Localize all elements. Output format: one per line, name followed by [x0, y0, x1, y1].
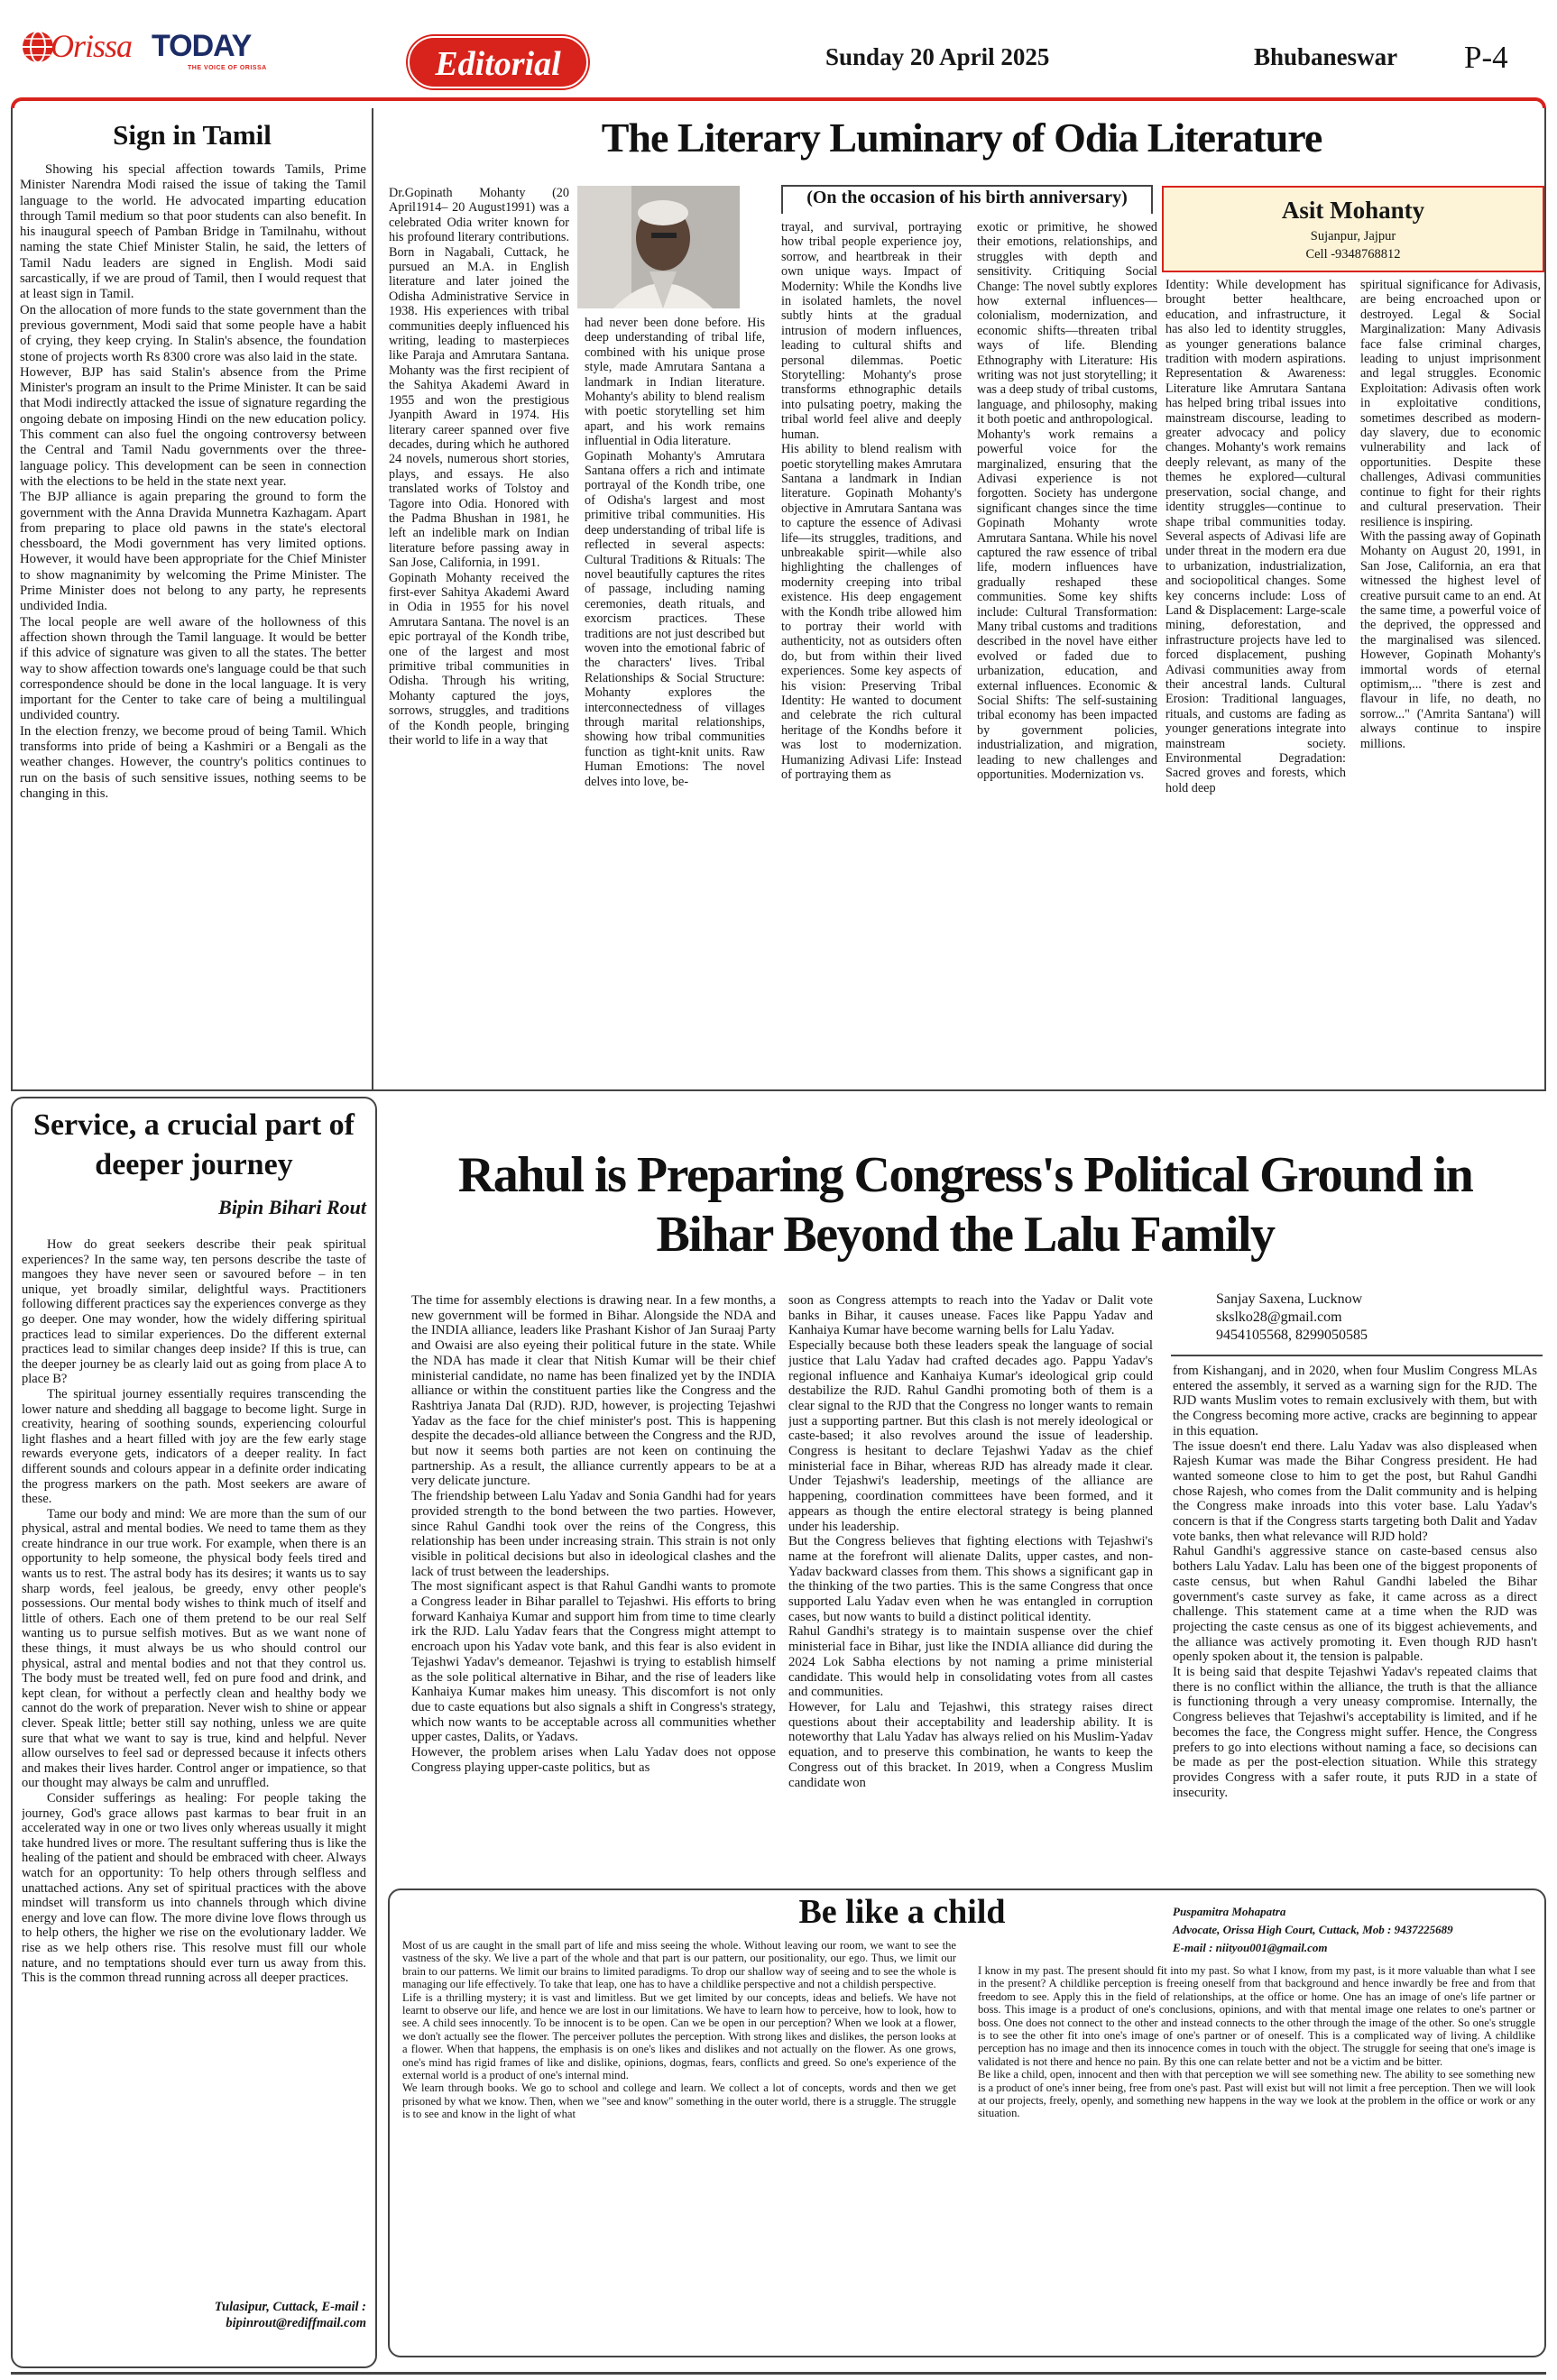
newspaper-logo [20, 27, 290, 78]
odia-column-4 [977, 220, 1157, 1088]
paragraph: However, for Lalu and Tejashwi, this strategy raises direct questions about their acceptability and leadership ability. It is noteworthy that Lalu Yadav has always relied on his Muslim-Yadav equation, and to preserve this combination, he wants to keep the Congress out of this bracket. In 2019, when a Congress Muslim candidate won [788, 1699, 1153, 1790]
tamil-body [20, 162, 366, 1087]
odia-subtitle: (On the occasion of his birth anniversary) [806, 188, 1128, 207]
child-column-1 [402, 1939, 956, 2349]
child-column-2 [978, 1964, 1535, 2349]
column-divider [372, 108, 373, 1091]
page-number: P-4 [1464, 40, 1508, 75]
child-advocate: Advocate, Orissa High Court, Cuttack, Mob : 9437225689 [1173, 1923, 1453, 1936]
paragraph: However, BJP has said Stalin's absence from the Prime Minister's program an insult to the Prime Minister. It can be said that Modi indirectly attacked the issue of signature regarding the ongoing debate on imposing Hindi on the new education policy. This comment can also fuel the ongoing controversy between the Central and Tamil Nadu governments over the three-language policy. This development can be seen in connection with the elections to be held in the state next year. [20, 364, 366, 489]
odia-author-cell: Cell -9348768812 [1305, 247, 1401, 262]
paragraph: Be like a child, open, innocent and then with that perception we will see something new. The ability to see something new is a product of one's inner being, free from one's past. Past will exist but will not limit a free perception. Then we will look at our projects, freely, openly, and something new happens in the way we look at the problem in the office or work or any situation. [978, 2068, 1535, 2120]
paragraph: Rahul Gandhi's aggressive stance on caste-based census also bothers Lalu Yadav. Lalu has been one of the biggest proponents of caste census, but when Rahul Gandhi labeled the Bihar government's caste survey as fake, it came across as a direct challenge. This statement came at a time when the RJD was projecting the caste census as one of its biggest achievements, and the alliance was actively promoting it. Even though RJD hasn't openly spoken about it, the tension is palpable. [1173, 1544, 1537, 1665]
rahul-headline: Rahul is Preparing Congress's Political Ground in Bihar Beyond the Lalu Family [457, 1147, 1473, 1263]
paragraph: How do great seekers describe their peak spiritual experiences? In the same way, ten persons describe the taste of mangoes they have never seen or savoured before – in ten unique, yet broadly similar, delightful ways. Practitioners following different practices say the experiences converge as they go deeper. One may wonder, how the widely differing spiritual practices lead to similar experiences. Do the different external practices lead to similar changes deep inside? If this is true, can the deeper journey be as clearly laid out as going from place A to place B? [22, 1237, 366, 1387]
paragraph: The time for assembly elections is drawing near. In a few months, a new government will be formed in Bihar. Alongside the NDA and the INDIA alliance, leaders like Prashant Kishor of Jan Suraaj Party and Owaisi are also eyeing their political future in the state. While the NDA has made it clear that Nitish Kumar will be their chief ministerial candidate, no name has been finalized yet by the INDIA alliance or within the constituent parties like the Congress and the Rashtriya Janata Dal (RJD). RJD, however, is projecting Tejashwi Yadav as the face for the chief minister's post. This is happening despite the decades-old alliance between the Congress and the RJD, but now it seems both parties are not keen on continuing the partnership. As a result, the alliance currently appears to be at a very delicate juncture. [411, 1293, 776, 1489]
service-body [22, 1237, 366, 2293]
paragraph: In the election frenzy, we become proud of being Tamil. Which transforms into pride of being a Kashmiri or a Bengali as the weather changes. However, the country's politics continues to run on the basis of such sensitive issues, nothing seems to be changing in this. [20, 723, 366, 801]
rahul-email: skslko28@gmail.com [1216, 1309, 1342, 1325]
paragraph: Dr.Gopinath Mohanty (20 April1914– 20 August1991) was a celebrated Odia writer known for his profound literary contributions. Born in Nagabali, Cuttack, he pursued an M.A. in English literature and later joined the Odisha Administrative Service in 1938. His experiences with tribal communities deeply influenced his writing, leading to masterpieces like Paraja and Amrutara Santana. Mohanty was the first recipient of the Sahitya Akademi Award in 1955 and won the prestigious Jyanpith Award in 1974. His literary career spanned over five decades, during which he authored 24 novels, numerous short stories, plays, and essays. He also translated works of Tolstoy and Tagore into Odia. Honored with the Padma Bhushan in 1981, he left an indelible mark on Indian literature before passing away in San Jose, California, in 1991. [389, 186, 569, 571]
paragraph: I know in my past. The present should fit into my past. So what I know, from my past, is it more valuable than what I see in the present? A childlike perception is freeing oneself from that background and hence inwardly be free and from that freedom to see. Apply this in the field of relationships, at the office or home. One has an image of one's life partner or boss. This image is a product of one's conclusions, opinions, and with that mental image one relates to one's partner or boss. One does not connect to the other and instead connects to the other through the image of the other. So one's struggle is to see the other fit into one's image of one's partner or of oneself. This is a complicated way of living. A childlike perception has no image and then its innocence comes in touch with the object. The struggle for seeing that one's image is validated is not there and hence no pain. By this one can relate better and not be a victim and be bitter. [978, 1964, 1535, 2068]
paragraph: Mohanty's work remains a powerful voice for the marginalized, ensuring that the Adivasi experience is not forgotten. Society has undergone significant changes since the time Gopinath Mohanty wrote Amrutara Santana. While his novel captured the raw essence of tribal life, modern influences have gradually reshaped these communities. Some key shifts include: Cultural Transformation: Many tribal customs and traditions described in the novel have either evolved or faded due to urbanization, education, and external influences. Economic & Social Shifts: The self-sustaining tribal economy has been impacted by government policies, industrialization, and migration, leading to new challenges and opportunities. Modernization vs. [977, 427, 1157, 783]
odia-author-place: Sujanpur, Jajpur [1310, 229, 1396, 244]
section-divider [11, 1089, 373, 1091]
paragraph: Identity: While development has brought better healthcare, education, and infrastructure, it has also led to identity struggles, as younger generations balance tradition with modern aspirations. Representation & Awareness: Literature like Amrutara Santana has helped bring tribal issues into mainstream discourse, leading to greater advocacy and policy changes. Mohanty's work remains deeply relevant, as many of the themes he explored—cultural preservation, social change, and identity struggles—continue to shape tribal communities today. Several aspects of Adivasi life are under threat in the modern era due to urbanization, industrialization, and sociopolitical changes. Some key concerns include: Loss of Land & Displacement: Large-scale mining, deforestation, and infrastructure projects have led to forced displacement, pushing Adivasi communities away from their ancestral lands. Cultural Erosion: Traditional languages, rituals, and customs are fading as younger generations integrate into mainstream society. Environmental Degradation: Sacred groves and forests, which hold deep [1165, 278, 1346, 795]
paragraph: The BJP alliance is again preparing the ground to form the government with the Anna Dravida Munnetra Kazhagam. Apart from preparing to place old pawns in the state's electoral chessboard, the Modi government has very limited options. However, it would have been appropriate for the Chief Minister to show magnanimity by welcoming the Prime Minister. The Prime Minister does not belong to any party, he represents undivided India. [20, 490, 366, 614]
service-headline: Service, a crucial part of deeper journey [33, 1108, 355, 1181]
odia-author: Asit Mohanty [1281, 197, 1425, 224]
masthead-rule [11, 97, 1546, 108]
paragraph: from Kishanganj, and in 2020, when four Muslim Congress MLAs entered the assembly, it served as a warning sign for the RJD. The RJD wants Muslim votes to remain exclusively with them, but with the Congress becoming more active, cracks are beginning to appear in this equation. [1173, 1364, 1537, 1438]
odia-column-3 [781, 220, 962, 1088]
paragraph: Gopinath Mohanty's Amrutara Santana offers a rich and intimate portrayal of the Kondh tribe, one of Odisha's largest and most primitive tribal communities. His deep understanding of tribal life is reflected in several aspects: Cultural Traditions & Rituals: The novel beautifully captures the rites of passage, including naming ceremonies, death rituals, and exorcism practices. These traditions are not just described but woven into the emotional fabric of the characters' lives. Tribal Relationships & Social Structure: Mohanty explores the interconnectedness of villages through marital relationships, showing how tribal communities function as tight-knit units. Raw Human Emotions: The novel delves into love, be- [585, 448, 765, 789]
paragraph: His ability to blend realism with poetic storytelling makes Amrutara Santana a landmark in Indian literature. Gopinath Mohanty's objective in Amrutara Santana was to capture the essence of Adivasi life—its struggles, traditions, and unbreakable spirit—while also highlighting the challenges of modernity creeping into tribal existence. His deep engagement with the Kondh tribe allowed him to portray their world with authenticity, not as outsiders often do, but from within their lived experiences. Some key aspects of his vision: Preserving Tribal Identity: He wanted to document and celebrate the rich cultural heritage of the Kondhs before it was lost to modernization. Humanizing Adivasi Life: Instead of portraying them as [781, 442, 962, 783]
logo-today: TODAY [152, 29, 252, 63]
paragraph: Showing his special affection towards Tamils, Prime Minister Narendra Modi raised the issue of taking the Tamil language to the world. He advocated imparting education through Tamil medium so that poor students can also benefit. In his inaugural speech of Pamban Bridge in Tamilnahu, without naming the state Chief Minister Stalin, he said, the letters of Tamil Nadu leaders are signed in English. Modi said sarcastically, if we are proud of Tamil, then I would request that at least sign in Tamil. [20, 162, 366, 302]
paragraph: Rahul Gandhi's strategy is to maintain suspense over the chief ministerial face in Bihar, just like the INDIA alliance did during the 2024 Lok Sabha elections by not naming a prime ministerial candidate. This would help in consolidating votes from all castes and communities. [788, 1624, 1153, 1700]
paragraph: Tame our body and mind: We are more than the sum of our physical, astral and mental bodies. We need to tame them as they create hindrance in our true work. For example, when there is an opportunity to help someone, the physical body feels tired and wants us to rest. The astral body has its desires; it wants us to say sharp words, feel jealous, be greedy, envy other people's possessions. Our mental body wishes to think much of itself and little of others. Each one of them pretend to be our real Self wanting us to pursue selfish motives. But as we want none of these things, it must always be us who should control our physical, astral and mental bodies and not that they control us. The body must be treated well, fed on pure food and drink, and kept clean, for without a perfectly clean and healthy body we cannot do the work of preparation. Never wish to shine or appear clever. Speak little; better still say nothing, unless we are quite sure that what we want to say is true, kind and helpful. Never allow ourselves to feel sad or depressed because it infects others and makes their lives harder. Control anger or impatience, so that our thought may always be calm and unruffled. [22, 1506, 366, 1791]
service-sign: Tulasipur, Cuttack, E-mail : [214, 2300, 366, 2314]
paragraph: We learn through books. We go to school and college and learn. We collect a lot of concepts, words and then we get prisoned by what we know. Then, when we "see and know" something in the outer world, there is a struggle. The struggle is to see and know in the light of what [402, 2081, 956, 2121]
paragraph: Life is a thrilling mystery; it is vast and limitless. But we get limited by our concepts, ideas and beliefs. We have not learnt to observe our life, and hence we are lost in our limitations. We have to learn how to perceive, how to look, how to see. A child sees innocently. To be innocent is to be open. Can we be open in our perception? When we look at a flower, we don't actually see the flower. The perceiver pollutes the perception. With strong likes and dislikes, the person looks at a flower. When that happens, the emphasis is on one's likes and dislikes and not actually on the flower. As one grows, one's mind has rigid frames of like and dislike, opinions, dogmas, fears, conflicts and greed. So one's experience of the external world is a product of one's internal mind. [402, 1990, 956, 2082]
paragraph: had never been done before. His deep understanding of tribal life, combined with his unique prose style, made Amrutara Santana a landmark in Indian literature. Mohanty's ability to blend realism with poetic storytelling set him apart, and his work remains influential in Odia literature. [585, 316, 765, 449]
paragraph: On the allocation of more funds to the state government than the previous government, Modi said that some people have a habit of crying, they keep crying. In Stalin's absence, the foundation stone of projects worth Rs 8300 crore was also laid in the state. [20, 302, 366, 364]
paragraph: The most significant aspect is that Rahul Gandhi wants to promote a Congress leader in Bihar parallel to Tejashwi. His efforts to bring forward Kanhaiya Kumar and support him from time to time clearly irk the RJD. Lalu Yadav fears that the Congress might attempt to encroach upon his Yadav vote bank, and this fear is also evident in Tejashwi Yadav's demeanor. Tejashwi is trying to establish himself as the sole political alternative in Bihar, and the rise of leaders like Kanhaiya Kumar makes him uneasy. This discomfort is not only due to caste equations but also signals a shift in Congress's strategy, which now wants to be acceptable across all communities whether upper castes, Dalits, or Yadavs. [411, 1579, 776, 1745]
author-photo [577, 186, 740, 308]
odia-column-6 [1360, 278, 1541, 1088]
paragraph: exotic or primitive, he showed their emotions, relationships, and struggles with depth and sensitivity. Critiquing Social Change: The novel subtly explores how external influences—colonialism, modernization, and economic shifts—threaten tribal ways of life. Blending Ethnography with Literature: His writing was not just storytelling; it was a deep study of tribal customs, language, and philosophy, making it both poetic and anthropological. [977, 220, 1157, 427]
paragraph: soon as Congress attempts to reach into the Yadav or Dalit vote banks in Bihar, it causes unease. Faces like Pappu Yadav and Kanhaiya Kumar have become warning bells for Lalu Yadav. [788, 1293, 1153, 1338]
child-email: E-mail : niityou001@gmail.com [1173, 1941, 1328, 1954]
rahul-column-2 [788, 1293, 1153, 1879]
odia-column-5 [1165, 278, 1346, 1088]
child-headline: Be like a child [798, 1893, 1006, 1931]
right-border [1544, 108, 1546, 1091]
tamil-headline: Sign in Tamil [113, 119, 272, 151]
issue-city: Bhubaneswar [1254, 43, 1398, 70]
paragraph: Especially because both these leaders speak the language of social justice that Lalu Yadav had crafted decades ago. Pappu Yadav's regional influence and Kanhaiya Kumar's ideological grip could destabilize the RJD. Rahul Gandhi promoting both of them is a clear signal to the RJD that the Congress no longer wants to remain just a supporting partner. But this clash is not merely ideological or caste-based; it also revolves around the issue of leadership. Congress is hesitant to declare Tejashwi Yadav as the chief ministerial face in Bihar, whereas RJD has already made it clear. Under Tejashwi's leadership, meetings of the alliance are happening, coordination committees have been formed, and it appears as though the entire electoral strategy is being planned under his leadership. [788, 1338, 1153, 1534]
paragraph: The friendship between Lalu Yadav and Sonia Gandhi had for years provided strength to the bond between the two parties. However, since Rahul Gandhi took over the reins of the Congress, this relationship has been under increasing strain. This strain is not only visible in political decisions but also in ideological clashes and the lack of trust between the leaderships. [411, 1489, 776, 1579]
logo-orissa: Orissa [51, 28, 133, 64]
section-divider [373, 1089, 1546, 1091]
paragraph: With the passing away of Gopinath Mohanty on August 20, 1991, in San Jose, California, an era that witnessed the highest level of creative pursuit came to an end. At the same time, a powerful voice of the deprived, the oppressed and the marginalised was silenced. However, Gopinath Mohanty's immortal words of eternal optimism,... "there is zest and flavour in life, no death, no sorrow..." ('Amrita Santana') will always continue to inspire millions. [1360, 528, 1541, 751]
section-badge: Editorial [408, 36, 588, 88]
rahul-phone: 9454105568, 8299050585 [1216, 1328, 1368, 1343]
odia-column-2 [585, 316, 765, 1088]
paragraph: trayal, and survival, portraying how tribal people experience joy, sorrow, and heartbreak in their own unique ways. Impact of Modernity: While the Kondhs live in isolated hamlets, the novel subtly hints at the gradual intrusion of modern influences, leading to cultural shifts and personal dilemmas. Poetic Storytelling: Mohanty's prose transforms ethnographic details into pulsating poetry, making the tribal world feel alive and deeply human. [781, 220, 962, 442]
child-author: Puspamitra Mohapatra [1173, 1905, 1286, 1918]
portrait-icon [577, 186, 740, 308]
paragraph: The issue doesn't end there. Lalu Yadav was also displeased when Rajesh Kumar was made the Bihar Congress president. He had wanted someone close to him to get the post, but Rahul Gandhi chose Rajesh, who comes from the Dalit community and is helping the Congress make inroads into this voter base. Lalu Yadav's concern is that if the Congress starts targeting both Dalit and Yadav vote banks, then what relevance will RJD hold? [1173, 1438, 1537, 1544]
issue-date: Sunday 20 April 2025 [825, 43, 1050, 70]
paragraph: The local people are well aware of the hollowness of this affection shown through the Tamil language. It would be better if this advice of signature was given to all the states. The better way to show affection towards one's language could be that such correspondence should be done in the local language. It is very important for the Center to take care of being a multilingual undivided country. [20, 614, 366, 723]
rahul-author: Sanjay Saxena, Lucknow [1216, 1291, 1363, 1307]
rahul-column-1 [411, 1293, 776, 1879]
paragraph: Consider sufferings as healing: For people taking the journey, God's grace allows past karmas to bear fruit in an accelerated way in one or two lives only whereas usually it might take hundred lives or more. The resultant suffering thus is like the healing of the patient and should be embraced with cheer. Always watch for an opportunity: To help others through selfless and unattached actions. Any set of spiritual practices with the above mindset will transform us into channels through which divine energy and love can flow. The more divine love flows through us to help others, the higher we rise on the evolutionary ladder. We rise as we help others rise. This resolve must fill our whole nature, and no temptations should ever turn us away from this. This is the common thread running across all deeper practices. [22, 1790, 366, 1986]
rahul-column-3 [1173, 1364, 1537, 1879]
paragraph: Most of us are caught in the small part of life and miss seeing the whole. Without leaving our room, we want to see the vastness of the sky. We live a part of the whole and that part is our pattern, our positionality, our ego. Thus, we limit our brain to our patterns. We limit our brains to limited paradigms. To drop our shallow way of seeing and to see the whole is managing our life effectively. To take that leap, one has to have a childlike perspective and not a childish perspective. [402, 1939, 956, 1991]
paragraph: But the Congress believes that fighting elections with Tejashwi's name at the forefront will alienate Dalits, upper castes, and non-Yadav backward classes from them. This shows a significant gap in the thinking of the two parties. This is the same Congress that once supported Lalu Yadav even when he was entangled in corruption cases, but now wants to build a distinct political identity. [788, 1534, 1153, 1624]
page-bottom-rule [11, 2372, 1546, 2375]
odia-column-1 [389, 186, 569, 1088]
byline-rule [1171, 1355, 1543, 1356]
paragraph: Gopinath Mohanty received the first-ever Sahitya Akademi Award in Odia in 1955 for his novel Amrutara Santana. The novel is an epic portrayal of the Kondh tribe, one of the largest and most primitive tribal communities in Odisha. Through his writing, Mohanty captured the joys, sorrows, struggles, and traditions of the Kondh people, bringing their world to life in a way that [389, 570, 569, 749]
odia-headline: The Literary Luminary of Odia Literature [601, 115, 1322, 161]
paragraph: However, the problem arises when Lalu Yadav does not oppose Congress playing upper-caste politics, but as [411, 1745, 776, 1775]
service-author: Bipin Bihari Rout [218, 1196, 366, 1218]
paragraph: It is being said that despite Tejashwi Yadav's repeated claims that there is no conflict within the alliance, the truth is that the alliance is functioning through a very uneasy compromise. Internally, the Congress believes that Tejashwi's acceptability is limited, and if he becomes the face, the Congress might suffer. Hence, the Congress prefers to go into elections without naming a face, so decisions can be made as per the post-election situation. While this strategy provides Congress with a safer route, it puts RJD in a state of insecurity. [1173, 1665, 1537, 1800]
logo-tagline: THE VOICE OF ORISSA [188, 65, 267, 71]
service-email: bipinrout@rediffmail.com [226, 2316, 366, 2330]
paragraph: The spiritual journey essentially requires transcending the lower nature and shedding all baggage to become light. Surge in creativity, hearing of soothing sounds, experiencing colourful light flashes and a heart filled with joy are the few early stage rewards everyone gets, indicators of a deeper reality. In fact different sounds and colours appear in a definite order indicating the progress markers on the path. Most seekers are aware of these. [22, 1386, 366, 1507]
left-border [11, 108, 13, 1091]
paragraph: spiritual significance for Adivasis, are being encroached upon or destroyed. Legal & Social Marginalization: Many Adivasis face false criminal charges, leading to unjust imprisonment and legal struggles. Economic Exploitation: Adivasis often work in exploitative conditions, sometimes described as modern-day slavery, due to economic vulnerability and lack of opportunities. Despite these challenges, Adivasi communities continue to fight for their rights and cultural preservation. Their resilience is inspiring. [1360, 278, 1541, 529]
